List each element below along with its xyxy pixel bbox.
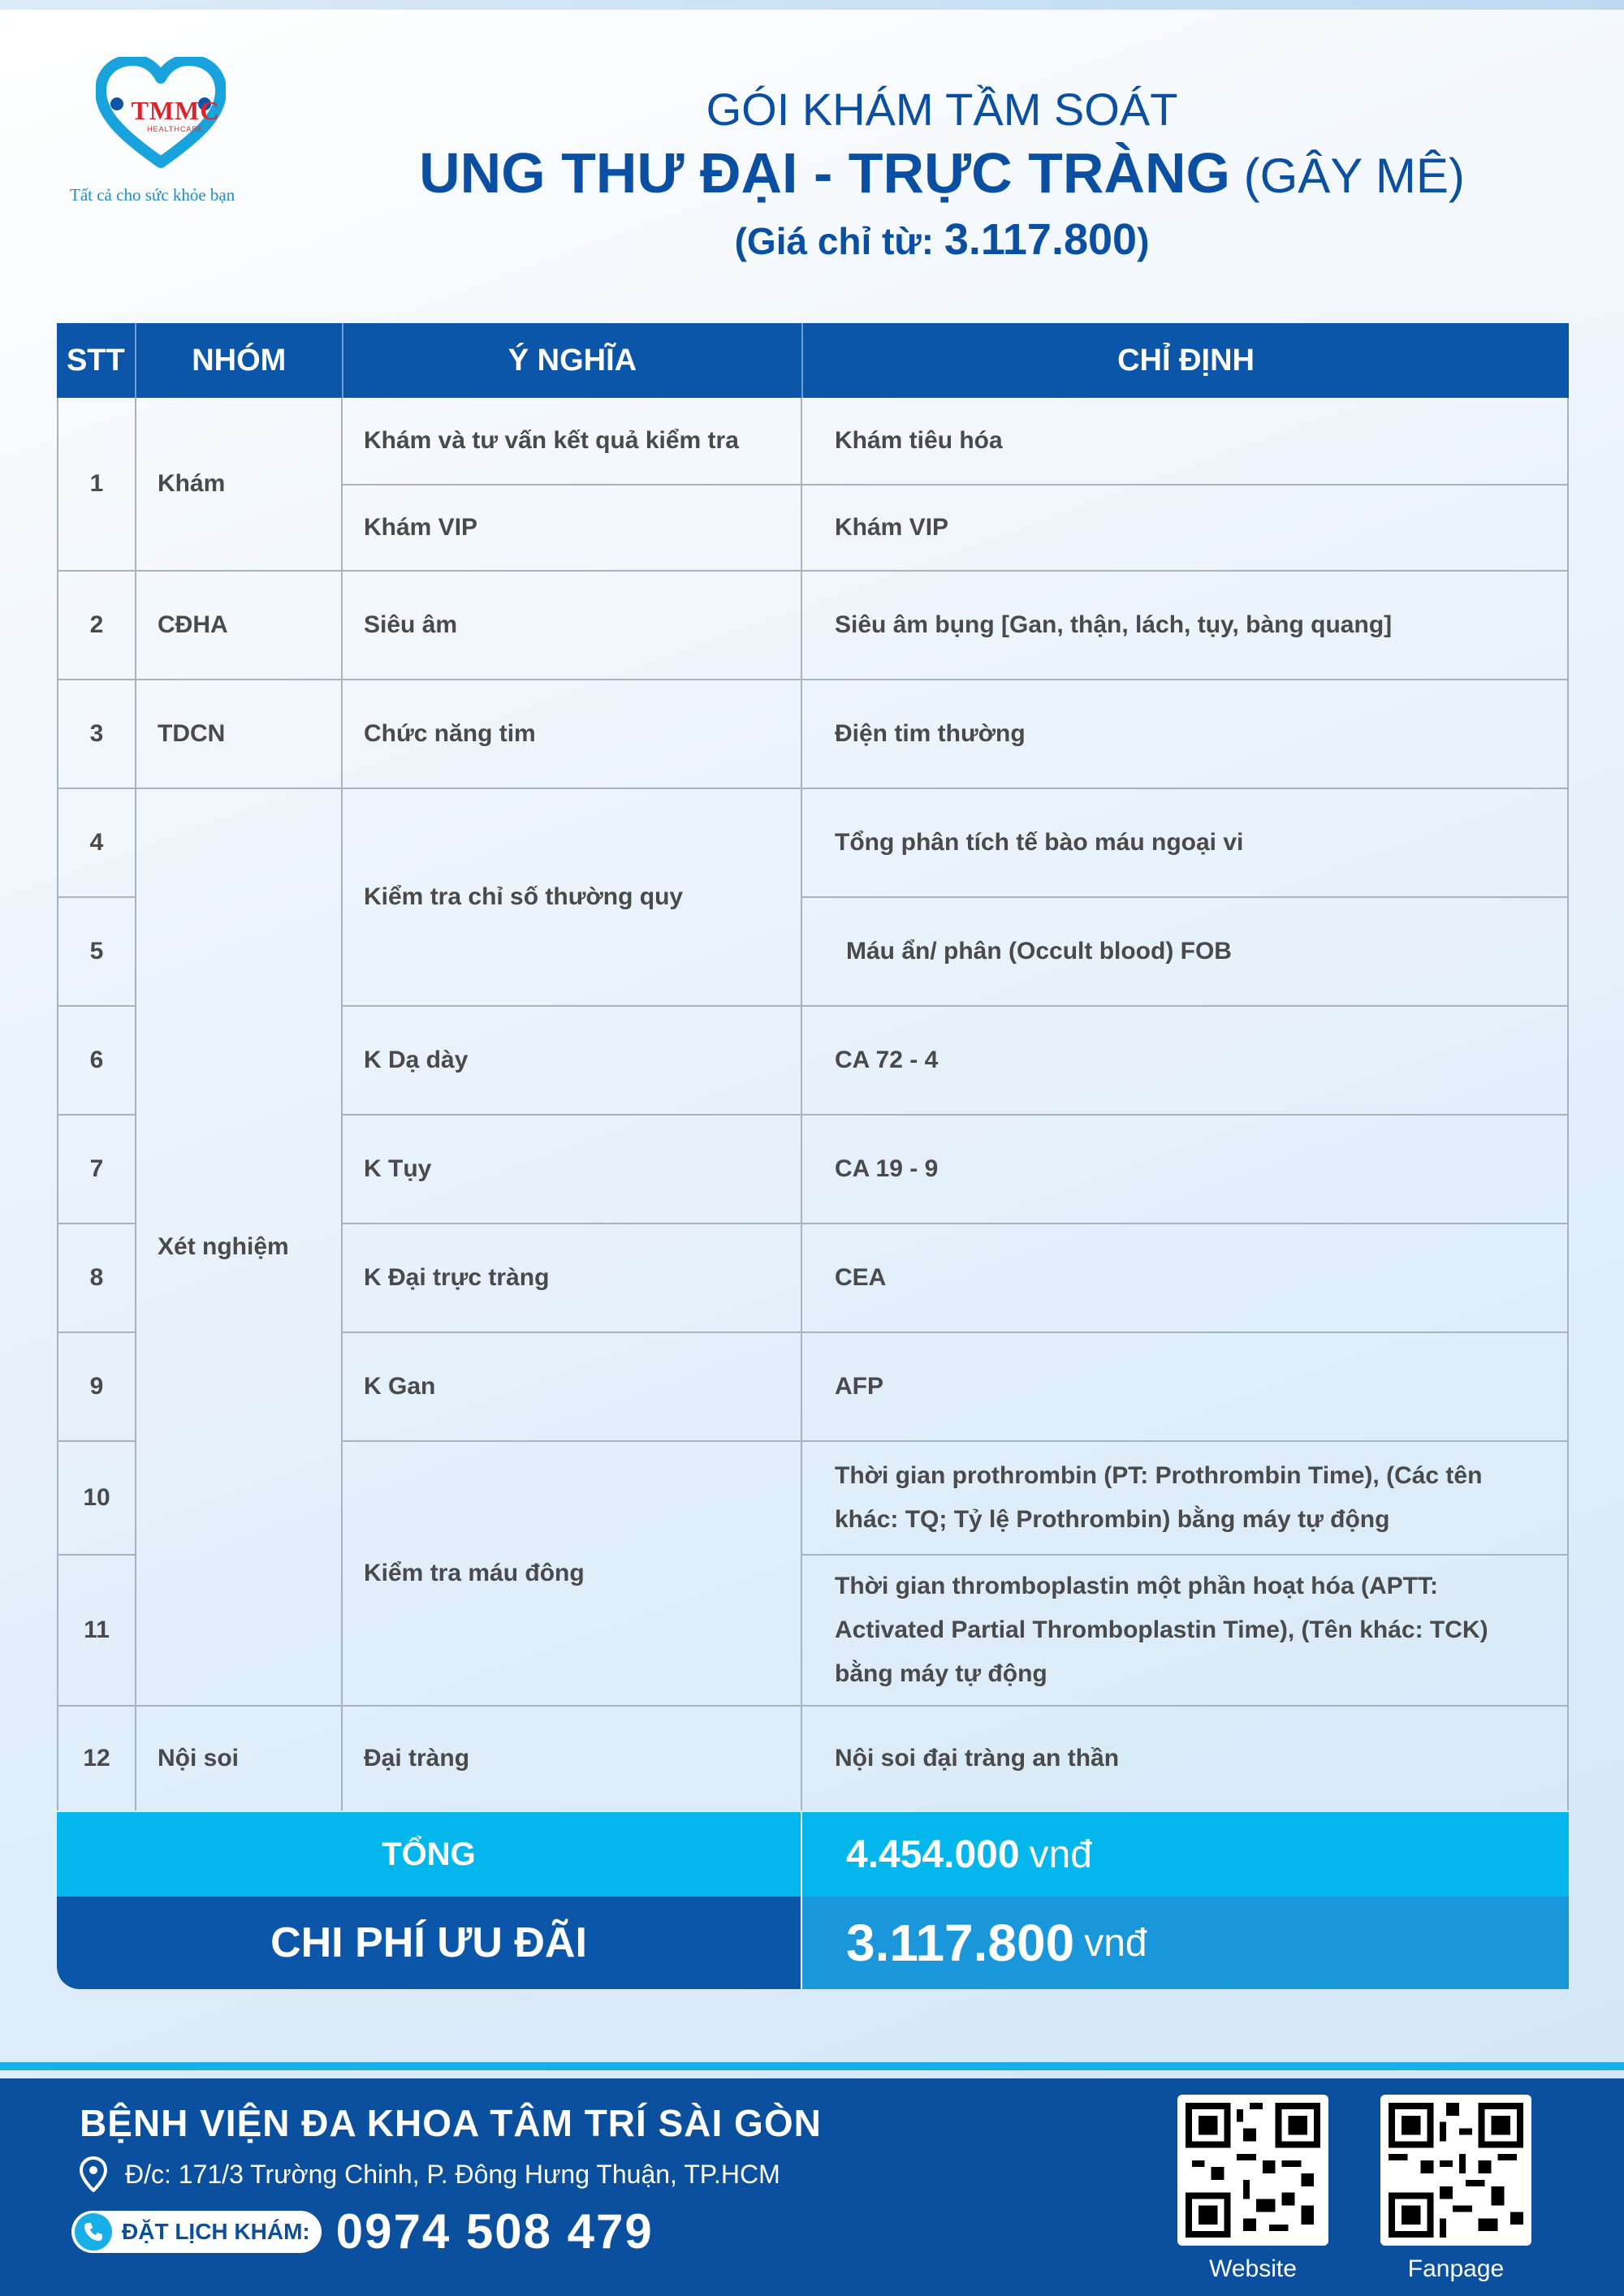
- logo: [65, 57, 276, 211]
- meaning-cell: K Gan: [343, 1333, 802, 1442]
- hospital-name: BỆNH VIỆN ĐA KHOA TÂM TRÍ SÀI GÒN: [80, 2102, 822, 2144]
- title-price: [325, 211, 1559, 270]
- indication-cell: AFP: [802, 1333, 1567, 1442]
- indication-cell: Thời gian thromboplastin một phần hoạt hóa (APTT: Activated Partial Thromboplastin Time), (Tên khác: TCK) bằng máy tự động: [802, 1556, 1567, 1707]
- footer-stripe: [0, 2062, 1624, 2070]
- total-label: TỔNG: [57, 1812, 801, 1897]
- price-suffix: ): [1137, 220, 1150, 262]
- offer-currency: vnđ: [1084, 1921, 1147, 1965]
- header-indication: CHỈ ĐỊNH: [1117, 343, 1255, 378]
- indication-cell: Siêu âm bụng [Gan, thận, lách, tụy, bàng quang]: [802, 572, 1567, 680]
- meaning-cell: Khám và tư vấn kết quả kiểm tra: [343, 398, 802, 486]
- stt-cell: 5: [58, 898, 136, 1007]
- header-group: NHÓM: [136, 323, 343, 398]
- qr-code-icon[interactable]: [1177, 2095, 1328, 2246]
- meaning-cell: Đại tràng: [343, 1707, 802, 1810]
- indication-cell: Thời gian prothrombin (PT: Prothrombin Time), (Các tên khác: TQ; Tỷ lệ Prothrombin) bằng máy tự động: [802, 1442, 1567, 1556]
- qr-website-label: Website: [1209, 2255, 1297, 2282]
- stt-cell: 7: [58, 1116, 136, 1224]
- title-line-2: [325, 138, 1559, 211]
- logo-slogan: Tất cả cho sức khỏe bạn: [70, 185, 235, 205]
- total-value-cell: [801, 1812, 1569, 1897]
- page-title: [325, 81, 1559, 270]
- indication-cell: Tổng phân tích tế bào máu ngoại vi: [802, 789, 1567, 898]
- meaning-cell: K Đại trực tràng: [343, 1224, 802, 1333]
- meaning-cell: Kiểm tra máu đông: [343, 1442, 802, 1707]
- meaning-cell: Siêu âm: [343, 572, 802, 680]
- stt-cell: 3: [58, 680, 136, 789]
- logo-brand-sub: HEALTHCARE: [147, 125, 204, 133]
- indication-cell: Khám VIP: [802, 486, 1567, 572]
- group-cell: Khám: [136, 398, 343, 572]
- offer-row: [57, 1897, 1569, 1989]
- stt-cell: 1: [58, 398, 136, 572]
- meaning-cell: K Tụy: [343, 1116, 802, 1224]
- indication-cell: Máu ẩn/ phân (Occult blood) FOB: [802, 898, 1567, 1007]
- indication-cell: CEA: [802, 1224, 1567, 1333]
- header-stt: STT: [57, 323, 136, 398]
- offer-value-cell: [801, 1897, 1569, 1989]
- meaning-cell: Khám VIP: [343, 486, 802, 572]
- stt-cell: 2: [58, 572, 136, 680]
- booking-badge: [71, 2211, 322, 2253]
- price-prefix: (Giá chỉ từ:: [734, 220, 944, 262]
- stt-cell: 12: [58, 1707, 136, 1810]
- booking-phone[interactable]: 0974 508 479: [335, 2204, 654, 2259]
- stt-cell: 8: [58, 1224, 136, 1333]
- offer-value: 3.117.800: [846, 1914, 1075, 1972]
- qr-code-icon[interactable]: [1380, 2095, 1531, 2246]
- group-cell: CĐHA: [136, 572, 343, 680]
- total-row: [57, 1812, 1569, 1897]
- title-line-1: GÓI KHÁM TẦM SOÁT: [706, 84, 1178, 135]
- table-header: [57, 323, 1569, 398]
- group-cell: TDCN: [136, 680, 343, 789]
- table-body: [57, 398, 1569, 1810]
- title-line-2-thin: (GÂY MÊ): [1229, 149, 1465, 203]
- price-value: 3.117.800: [944, 215, 1138, 264]
- address-text: Đ/c: 171/3 Trường Chinh, P. Đông Hưng Thuận, TP.HCM: [125, 2159, 780, 2189]
- package-table: [57, 323, 1569, 1810]
- location-pin-icon: [80, 2156, 107, 2192]
- title-line-2-bold: UNG THƯ ĐẠI - TRỰC TRÀNG: [419, 141, 1230, 205]
- indication-cell: CA 19 - 9: [802, 1116, 1567, 1224]
- group-cell: Nội soi: [136, 1707, 343, 1810]
- meaning-cell: Kiểm tra chỉ số thường quy: [343, 789, 802, 1007]
- offer-label: CHI PHÍ ƯU ĐÃI: [57, 1897, 801, 1989]
- booking: [71, 2203, 654, 2259]
- top-line: [0, 0, 1624, 10]
- phone-icon: [75, 2213, 112, 2251]
- meaning-cell: K Dạ dày: [343, 1007, 802, 1116]
- logo-brand: TMMC: [131, 96, 220, 125]
- total-value: 4.454.000: [846, 1832, 1020, 1876]
- stt-cell: 9: [58, 1333, 136, 1442]
- booking-label: ĐẶT LỊCH KHÁM:: [122, 2218, 310, 2244]
- indication-cell: Điện tim thường: [802, 680, 1567, 789]
- stt-cell: 6: [58, 1007, 136, 1116]
- address: [80, 2156, 780, 2192]
- stt-cell: 11: [58, 1556, 136, 1707]
- meaning-cell: Chức năng tim: [343, 680, 802, 789]
- indication-cell: Khám tiêu hóa: [802, 398, 1567, 486]
- stt-cell: 4: [58, 789, 136, 898]
- header-meaning: Ý NGHĨA: [343, 323, 803, 398]
- qr-fanpage-label: Fanpage: [1407, 2255, 1505, 2282]
- stt-cell: 10: [58, 1442, 136, 1556]
- total-currency: vnđ: [1029, 1832, 1092, 1876]
- group-cell: Xét nghiệm: [136, 789, 343, 1707]
- indication-cell: Nội soi đại tràng an thần: [835, 1745, 1120, 1772]
- footer: [0, 2078, 1624, 2296]
- indication-cell: CA 72 - 4: [802, 1007, 1567, 1116]
